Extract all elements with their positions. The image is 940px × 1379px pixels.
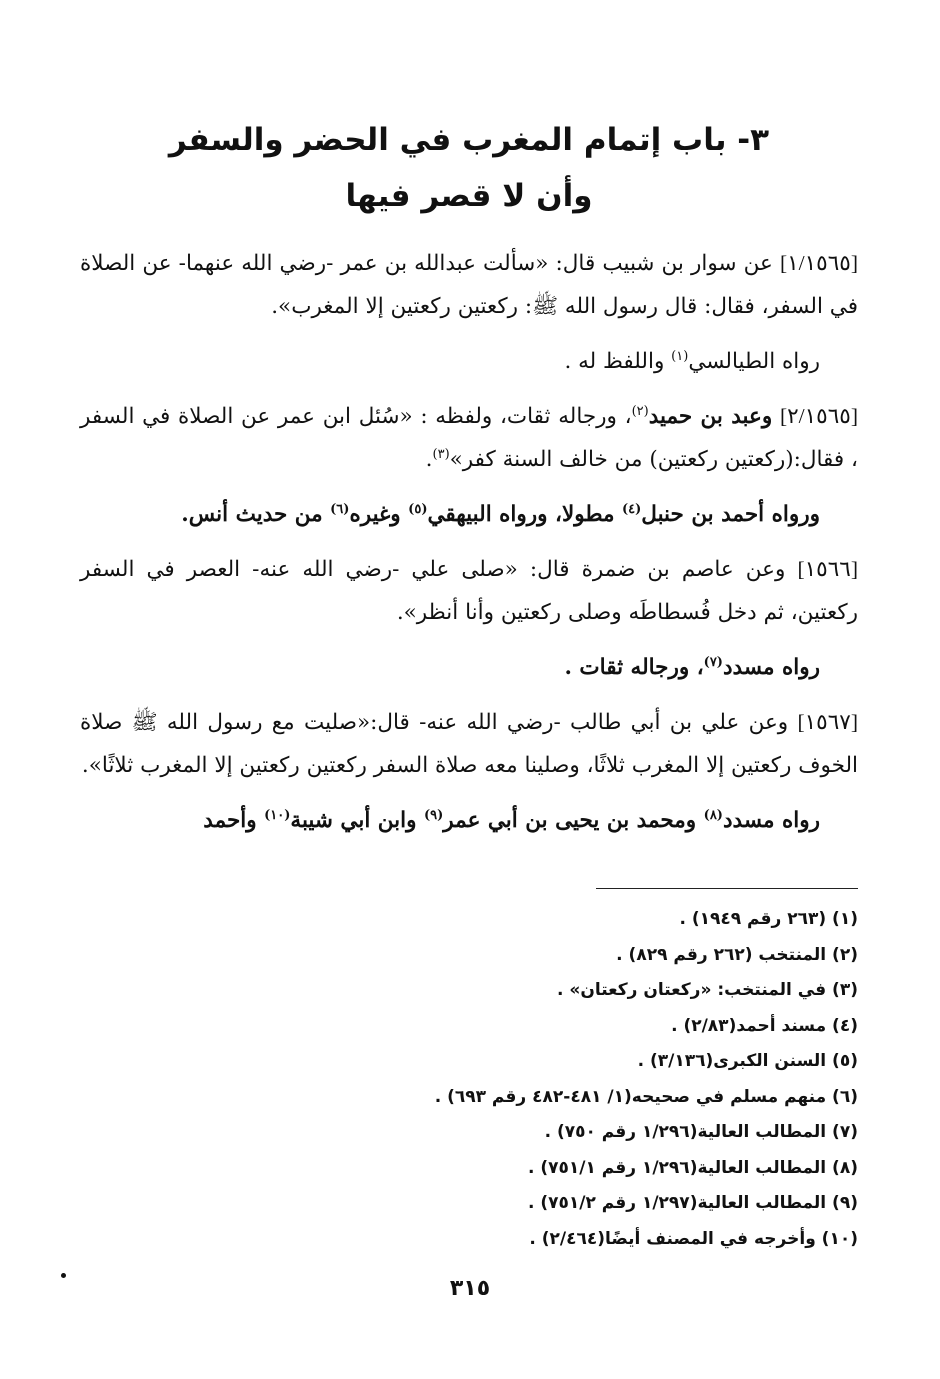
footnote-item: (٨) المطالب العالية(١/٢٩٦ رقم ٧٥١/١) .	[528, 1157, 858, 1178]
hadith-text: وعن عاصم بن ضمرة قال: «صلى علي -رضي الله عنه- العصر في السفر ركعتين، ثم دخل فُسطاطَه وصلى ركعتين وأنا أنظر».	[80, 557, 858, 625]
footnote-item: (٣) في المنتخب: «ركعتان ركعتان» .	[556, 980, 858, 1000]
hadith-number: [٢/١٥٦٥]	[779, 404, 858, 428]
source-text: وغيره	[349, 502, 409, 527]
footnote-item: (٦) منهم مسلم في صحيحه(١/ ٤٨١-٤٨٢ رقم ٦٩٣) .	[434, 1086, 858, 1107]
source-note	[80, 799, 858, 842]
footnote-ref-9: (٩)	[423, 807, 444, 823]
chapter-title-line-1: ٣- باب إتمام المغرب في الحضر والسفر	[168, 122, 770, 158]
hadith-number: [١٥٦٧]	[797, 710, 858, 734]
source-note	[80, 646, 858, 689]
hadith-number: [١٥٦٦]	[797, 557, 858, 581]
hadith-text: ، ورجاله ثقات، ولفظه : «سُئل ابن عمر عن الصلاة في السفر ، فقال:(ركعتين ركعتين) من خالف السنة كفر»	[80, 404, 858, 472]
hadith-text: وعبد بن حميد	[648, 404, 773, 429]
footnote-separator	[596, 888, 858, 889]
hadith-text: عن سوار بن شبيب قال: «سألت عبدالله بن عمر -رضي الله عنهما- عن الصلاة في السفر، فقال: قال رسول الله ﷺ: ركعتين ركعتين إلا المغرب».	[80, 251, 858, 319]
footnote-item: (٤) مسند أحمد(٢/٨٣) .	[671, 1015, 858, 1036]
hadith-number: [١/١٥٦٥]	[779, 251, 858, 275]
source-text: رواه مسدد	[722, 808, 820, 833]
source-text: وأحمد	[203, 808, 265, 833]
source-note	[80, 340, 858, 383]
source-text: رواه الطيالسي	[688, 349, 820, 374]
footnote-item: (٢) المنتخب (٢٦٢ رقم ٨٢٩) .	[616, 944, 858, 965]
footnote-item: (٧) المطالب العالية(١/٢٩٦ رقم ٧٥٠) .	[544, 1122, 858, 1142]
footnote-item: (١٠) وأخرجه في المصنف أيضًا(٢/٤٦٤) .	[529, 1228, 858, 1249]
footnote-ref-5: (٥)	[408, 501, 428, 517]
footnote-ref-3: (٣)	[432, 446, 450, 462]
main-text	[80, 242, 858, 854]
hadith-text: وعن علي بن أبي طالب -رضي الله عنه- قال:«صليت مع رسول الله ﷺ صلاة الخوف ركعتين إلا المغرب ثلاثًا، وصلينا معه صلاة السفر ركعتين ركعتين إلا المغرب ثلاثًا».	[80, 710, 858, 778]
source-text: رواه مسدد	[722, 655, 820, 680]
source-text: مطولا، ورواه البيهقي	[427, 502, 622, 527]
footnote-ref-8: (٨)	[703, 807, 723, 823]
chapter-title-line-2: وأن لا قصر فيها	[345, 178, 593, 214]
source-text: ، ورجاله ثقات .	[564, 655, 704, 680]
hadith-text: .	[425, 447, 433, 472]
footnote-ref-6: (٦)	[330, 501, 350, 517]
footnote-ref-1: (١)	[671, 348, 689, 364]
footnote-ref-7: (٧)	[703, 654, 723, 670]
hadith-entry-1565-2	[80, 395, 858, 481]
footnote-ref-2: (٢)	[631, 403, 649, 419]
footnote-item: (٩) المطالب العالية(١/٢٩٧ رقم ٧٥١/٢) .	[528, 1193, 858, 1213]
source-text: ومحمد بن يحيى بن أبي عمر	[443, 808, 704, 833]
footnote-item: (١) (٢٦٣ رقم ١٩٤٩) .	[679, 909, 858, 929]
footnote-item: (٥) السنن الكبرى(٣/١٣٦) .	[637, 1051, 858, 1071]
hadith-entry-1566	[80, 548, 858, 634]
source-text: واللفظ له .	[564, 349, 672, 374]
scan-speck	[61, 1273, 66, 1278]
footnote-ref-4: (٤)	[621, 501, 642, 517]
page-number: ٣١٥	[449, 1276, 491, 1301]
chapter-title	[80, 112, 858, 224]
hadith-entry-1565-1	[80, 242, 858, 328]
footnote-ref-10: (١٠)	[264, 807, 291, 823]
source-text: وابن أبي شيبة	[290, 808, 424, 833]
source-text: ورواه أحمد بن حنبل	[641, 502, 820, 527]
hadith-entry-1567	[80, 701, 858, 787]
source-note	[80, 493, 858, 536]
footnotes-list	[80, 902, 858, 1257]
source-text: من حديث أنس.	[181, 502, 331, 527]
